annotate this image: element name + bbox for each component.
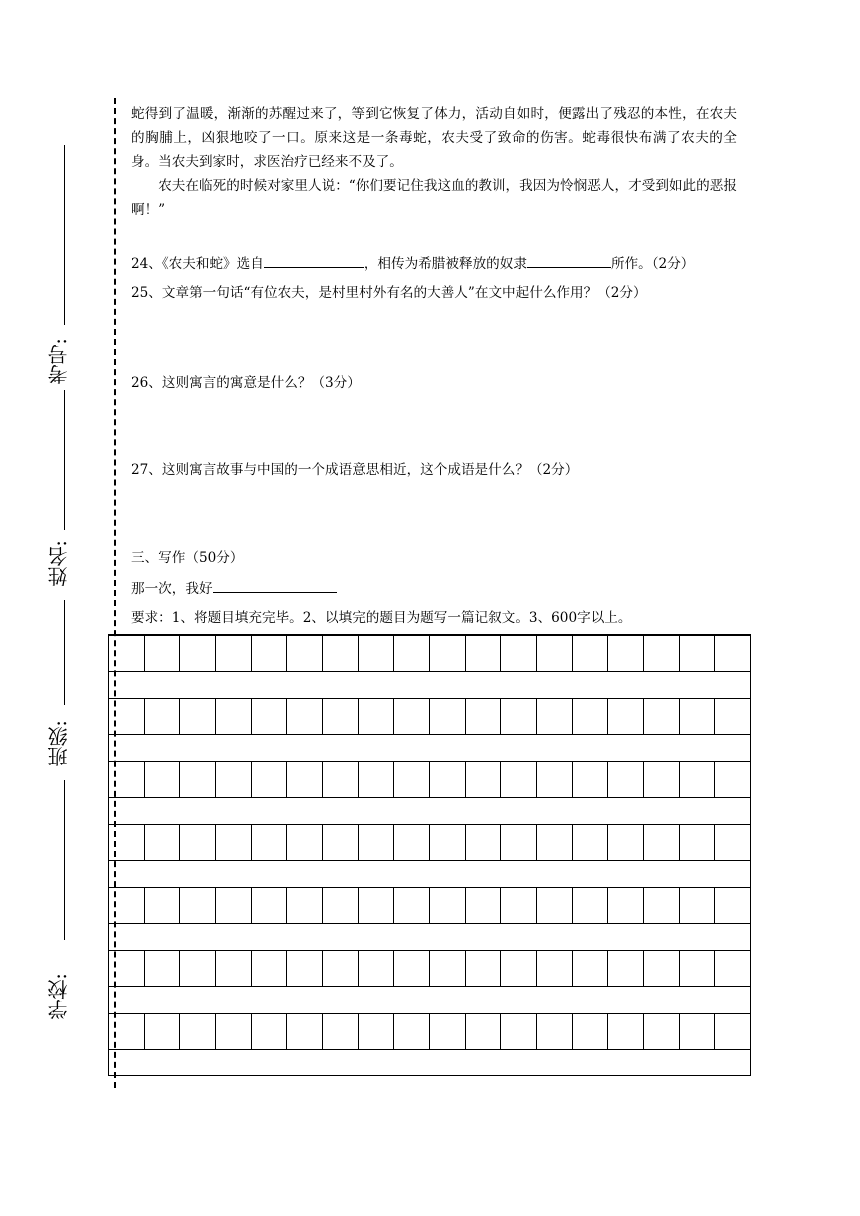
grid-cell[interactable]: [287, 699, 323, 734]
grid-cell[interactable]: [323, 951, 359, 986]
grid-cell[interactable]: [537, 1014, 573, 1049]
class-label: 班级:: [47, 720, 71, 767]
grid-row[interactable]: [109, 698, 750, 735]
grid-cell[interactable]: [430, 825, 466, 860]
grid-cell[interactable]: [573, 636, 609, 671]
grid-cell[interactable]: [180, 951, 216, 986]
grid-row[interactable]: [109, 761, 750, 798]
grid-cell[interactable]: [537, 636, 573, 671]
grid-cell[interactable]: [180, 699, 216, 734]
grid-cell[interactable]: [216, 762, 252, 797]
grid-cell[interactable]: [644, 888, 680, 923]
grid-cell[interactable]: [715, 1014, 750, 1049]
grid-cell[interactable]: [680, 636, 716, 671]
grid-cell[interactable]: [466, 825, 502, 860]
grid-cell[interactable]: [287, 1014, 323, 1049]
grid-cell[interactable]: [252, 636, 288, 671]
grid-cell[interactable]: [680, 1014, 716, 1049]
grid-row[interactable]: [109, 824, 750, 861]
grid-row[interactable]: [109, 1013, 750, 1050]
grid-row[interactable]: [109, 635, 750, 672]
grid-cell[interactable]: [359, 762, 395, 797]
question-24: [131, 252, 694, 272]
grid-cell[interactable]: [501, 825, 537, 860]
grid-cell[interactable]: [394, 699, 430, 734]
grid-cell[interactable]: [573, 825, 609, 860]
school-label: 学校:: [47, 973, 71, 1020]
grid-cell[interactable]: [573, 1014, 609, 1049]
grid-cell[interactable]: [430, 762, 466, 797]
grid-cell[interactable]: [715, 636, 750, 671]
grid-cell[interactable]: [608, 699, 644, 734]
writing-prompt: [131, 577, 337, 597]
name-label: 姓名:: [47, 540, 71, 587]
grid-cell[interactable]: [216, 699, 252, 734]
grid-cell[interactable]: [216, 636, 252, 671]
grid-cell[interactable]: [501, 636, 537, 671]
grid-cell[interactable]: [430, 888, 466, 923]
grid-cell[interactable]: [466, 888, 502, 923]
grid-cell[interactable]: [466, 762, 502, 797]
grid-cell[interactable]: [287, 888, 323, 923]
grid-cell[interactable]: [537, 951, 573, 986]
exam-no-line: [64, 145, 65, 325]
grid-cell[interactable]: [323, 825, 359, 860]
question-24-blank-2[interactable]: [527, 253, 611, 268]
grid-cell[interactable]: [359, 1014, 395, 1049]
grid-cell[interactable]: [680, 762, 716, 797]
grid-cell[interactable]: [109, 1014, 145, 1049]
grid-cell[interactable]: [109, 825, 145, 860]
grid-cell[interactable]: [466, 1014, 502, 1049]
grid-cell[interactable]: [680, 951, 716, 986]
grid-cell[interactable]: [608, 888, 644, 923]
grid-cell[interactable]: [359, 951, 395, 986]
grid-cell[interactable]: [537, 888, 573, 923]
grid-cell[interactable]: [287, 636, 323, 671]
grid-cell[interactable]: [145, 825, 181, 860]
grid-row[interactable]: [109, 950, 750, 987]
grid-cell[interactable]: [644, 1014, 680, 1049]
grid-cell[interactable]: [501, 762, 537, 797]
grid-cell[interactable]: [180, 762, 216, 797]
grid-cell[interactable]: [466, 951, 502, 986]
passage-paragraph-2: 农夫在临死的时候对家里人说：“你们要记住我这血的教训，我因为怜悯恶人，才受到如此的恶报啊！”: [131, 178, 737, 218]
grid-cell[interactable]: [644, 825, 680, 860]
grid-cell[interactable]: [180, 636, 216, 671]
grid-cell[interactable]: [145, 762, 181, 797]
grid-cell[interactable]: [109, 762, 145, 797]
grid-cell[interactable]: [573, 888, 609, 923]
question-24-part-3: 所作。（2分）: [610, 256, 695, 272]
grid-cell[interactable]: [573, 951, 609, 986]
writing-title-blank[interactable]: [213, 578, 337, 593]
grid-cell[interactable]: [180, 1014, 216, 1049]
grid-row[interactable]: [109, 887, 750, 924]
grid-cell[interactable]: [715, 762, 750, 797]
grid-cell[interactable]: [216, 888, 252, 923]
grid-cell[interactable]: [430, 636, 466, 671]
grid-cell[interactable]: [145, 699, 181, 734]
grid-cell[interactable]: [680, 699, 716, 734]
grid-cell[interactable]: [323, 888, 359, 923]
passage: [131, 102, 737, 222]
grid-cell[interactable]: [608, 1014, 644, 1049]
grid-cell[interactable]: [216, 825, 252, 860]
grid-cell[interactable]: [109, 636, 145, 671]
writing-section-title: 三、写作（50分）: [131, 550, 244, 566]
grid-cell[interactable]: [359, 636, 395, 671]
grid-cell[interactable]: [287, 951, 323, 986]
grid-cell[interactable]: [394, 825, 430, 860]
grid-cell[interactable]: [430, 951, 466, 986]
grid-cell[interactable]: [715, 951, 750, 986]
grid-cell[interactable]: [109, 951, 145, 986]
question-26: 26、这则寓言的寓意是什么？（3分）: [131, 375, 361, 391]
grid-cell[interactable]: [252, 951, 288, 986]
grid-cell[interactable]: [573, 699, 609, 734]
grid-cell[interactable]: [252, 888, 288, 923]
name-line: [64, 390, 65, 530]
question-24-part-2: ，相传为希腊被释放的奴隶: [363, 256, 527, 272]
grid-cell[interactable]: [501, 888, 537, 923]
grid-cell[interactable]: [180, 888, 216, 923]
grid-cell[interactable]: [608, 825, 644, 860]
grid-cell[interactable]: [145, 1014, 181, 1049]
grid-cell[interactable]: [537, 825, 573, 860]
grid-cell[interactable]: [501, 1014, 537, 1049]
grid-cell[interactable]: [501, 951, 537, 986]
grid-cell[interactable]: [466, 636, 502, 671]
grid-cell[interactable]: [216, 951, 252, 986]
grid-cell[interactable]: [145, 951, 181, 986]
grid-cell[interactable]: [323, 762, 359, 797]
grid-cell[interactable]: [644, 636, 680, 671]
grid-cell[interactable]: [145, 636, 181, 671]
grid-cell[interactable]: [715, 888, 750, 923]
exam-no-label: 考号:: [47, 338, 71, 385]
grid-cell[interactable]: [715, 699, 750, 734]
writing-prompt-title: 那一次，我好: [131, 581, 213, 597]
grid-cell[interactable]: [394, 951, 430, 986]
grid-cell[interactable]: [359, 825, 395, 860]
question-24-blank-1[interactable]: [264, 253, 364, 268]
grid-cell[interactable]: [216, 1014, 252, 1049]
grid-cell[interactable]: [394, 1014, 430, 1049]
grid-cell[interactable]: [287, 825, 323, 860]
grid-cell[interactable]: [644, 762, 680, 797]
grid-cell[interactable]: [430, 1014, 466, 1049]
grid-cell[interactable]: [109, 888, 145, 923]
passage-paragraph-1: 蛇得到了温暖，渐渐的苏醒过来了，等到它恢复了体力，活动自如时，便露出了残忍的本性，在农夫的胸脯上，凶狠地咬了一口。原来这是一条毒蛇，农夫受了致命的伤害。蛇毒很快布满了农夫的全身。当农夫到家时，求医治疗已经来不及了。: [131, 106, 737, 170]
writing-grid[interactable]: [108, 634, 751, 1076]
grid-cell[interactable]: [608, 762, 644, 797]
grid-cell[interactable]: [252, 825, 288, 860]
grid-cell[interactable]: [430, 699, 466, 734]
grid-cell[interactable]: [359, 699, 395, 734]
grid-cell[interactable]: [644, 951, 680, 986]
school-line: [64, 780, 65, 940]
grid-cell[interactable]: [180, 825, 216, 860]
grid-cell[interactable]: [109, 699, 145, 734]
grid-cell[interactable]: [323, 699, 359, 734]
grid-cell[interactable]: [608, 636, 644, 671]
grid-cell[interactable]: [466, 699, 502, 734]
grid-cell[interactable]: [252, 762, 288, 797]
grid-cell[interactable]: [715, 825, 750, 860]
grid-cell[interactable]: [287, 762, 323, 797]
question-25: 25、文章第一句话“有位农夫，是村里村外有名的大善人”在文中起什么作用？（2分）: [131, 285, 647, 301]
grid-cell[interactable]: [644, 699, 680, 734]
grid-cell[interactable]: [323, 1014, 359, 1049]
class-line: [64, 600, 65, 705]
grid-cell[interactable]: [537, 762, 573, 797]
question-27: 27、这则寓言故事与中国的一个成语意思相近，这个成语是什么？（2分）: [131, 462, 579, 478]
question-24-part-1: 24、《农夫和蛇》选自: [131, 256, 264, 272]
grid-cell[interactable]: [537, 699, 573, 734]
grid-cell[interactable]: [394, 888, 430, 923]
grid-cell[interactable]: [680, 888, 716, 923]
grid-cell[interactable]: [252, 699, 288, 734]
grid-cell[interactable]: [608, 951, 644, 986]
grid-cell[interactable]: [573, 762, 609, 797]
grid-cell[interactable]: [252, 1014, 288, 1049]
grid-cell[interactable]: [501, 699, 537, 734]
writing-requirements: 要求：1、将题目填充完毕。2、以填完的题目为题写一篇记叙文。3、600字以上。: [131, 610, 632, 626]
grid-cell[interactable]: [359, 888, 395, 923]
grid-cell[interactable]: [680, 825, 716, 860]
grid-cell[interactable]: [145, 888, 181, 923]
grid-cell[interactable]: [394, 762, 430, 797]
grid-cell[interactable]: [394, 636, 430, 671]
grid-cell[interactable]: [323, 636, 359, 671]
